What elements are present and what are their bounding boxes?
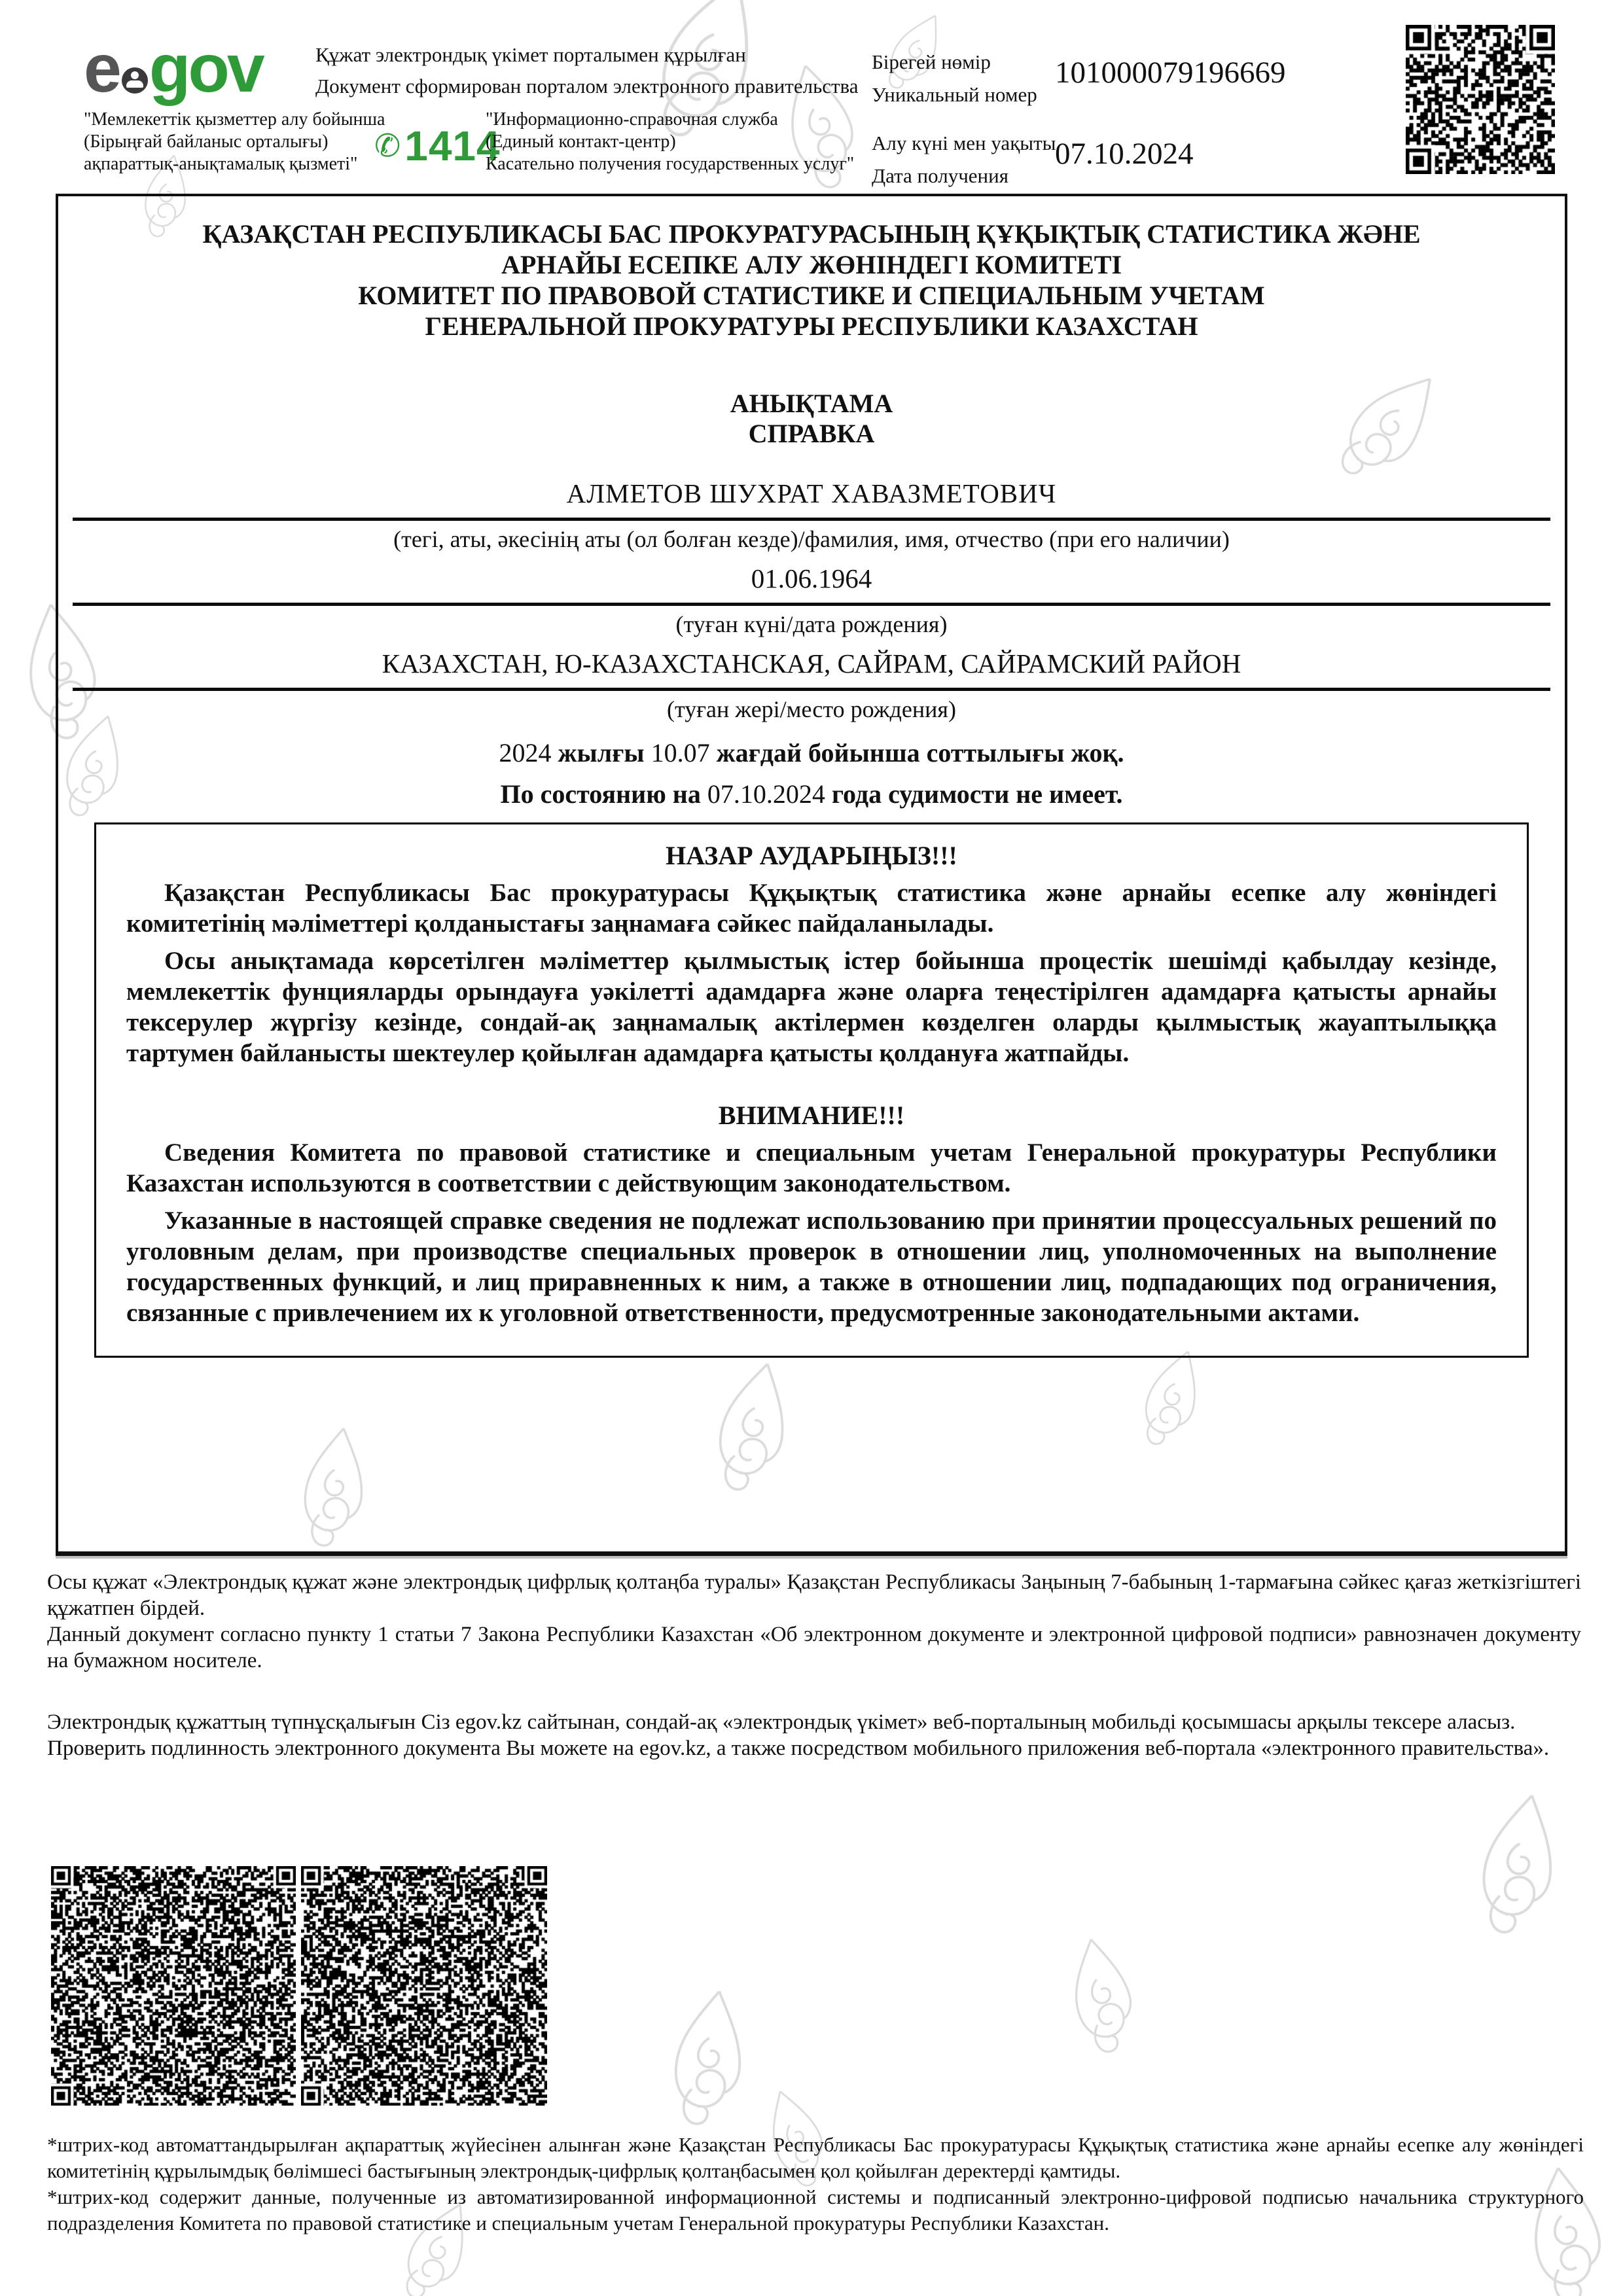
hotline-1414 — [374, 122, 501, 170]
certificate-box — [56, 194, 1567, 1556]
underline-rule — [73, 688, 1550, 691]
barcode-notes — [47, 2132, 1584, 2236]
receive-date-label-ru: Дата получения — [872, 164, 1008, 187]
authority-title-line: ҚАЗАҚСТАН РЕСПУБЛИКАСЫ БАС ПРОКУРАТУРАСЫНЫҢ ҚҰҚЫҚТЫҚ СТАТИСТИКА ЖӘНЕ — [202, 219, 1421, 249]
document-heading-kz: АНЫҚТАМА — [730, 389, 893, 418]
barcode-note-kz: *штрих-код автоматтандырылған ақпараттық жүйесінен алынған және Қазақстан Республикасы Бас прокуратурасы Құқықтық статистика және арнайы есепке алу жөніндегі комитетінің құрылымдық бөлімшесі бастығының электрондық-цифрлық қолтаңбасымен қол қойылған деректерді қамтиды. — [47, 2133, 1584, 2182]
unique-number-value: 101000079196669 — [1055, 56, 1286, 90]
legal-paragraph-ru: Данный документ согласно пункту 1 статьи 7 Закона Республики Казахстан «Об электронном документе и электронной цифровой подписи» равнозначен документу на бумажном носителе. — [47, 1623, 1581, 1672]
created-note — [315, 39, 859, 102]
birth-date-value: 01.06.1964 — [751, 563, 872, 593]
legal-paragraph-kz: Осы құжат «Электрондық құжат және электрондық цифрлық қолтаңба туралы» Қазақстан Республикасы Заңының 7-бабының 1-тармағына сәйкес қағаз жеткізгіштегі құжатпен бірдей. — [47, 1570, 1581, 1620]
underline-rule — [73, 603, 1550, 606]
unique-number-labels — [872, 46, 1037, 111]
receive-date-label-kz: Алу күні мен уақыты — [872, 132, 1056, 154]
attention-title-ru: ВНИМАНИЕ!!! — [718, 1101, 905, 1130]
unique-number-label-kz: Бірегей нөмір — [872, 50, 991, 73]
status-kz-text: жағдай бойынша соттылығы жоқ. — [716, 738, 1124, 768]
contact-ru-line: "Информационно-справочная служба — [486, 109, 778, 130]
barcode-signature-right — [301, 1866, 547, 2106]
barcode-note-ru: *штрих-код содержит данные, полученные из автоматизированной информационной системы и подписанный электронно-цифровой подписью начальника структурного подразделения Комитета по правовой статистике и специальным учетам Генеральной прокуратуры Республики Казахстан. — [47, 2185, 1584, 2234]
status-kz-year: 2024 — [499, 738, 552, 768]
qr-code-header — [1406, 25, 1555, 174]
status-kz-text: жылғы — [558, 738, 645, 768]
contact-kz-line: ақпараттық-анықтамалық қызметі" — [84, 154, 358, 174]
birth-place-label: (туған жері/место рождения) — [667, 696, 956, 722]
person-icon — [122, 67, 148, 94]
status-kz-date: 10.07 — [651, 738, 710, 768]
receive-date-labels — [872, 127, 1056, 192]
phone-icon: ✆ — [374, 128, 401, 164]
verify-paragraph-kz: Электрондық құжаттың түпнұсқалығын Сіз egov.kz сайтынан, сондай-ақ «электрондық үкімет» веб-порталының мобильді қосымшасы арқылы тексере аласыз. — [47, 1710, 1516, 1734]
status-statement-ru — [58, 779, 1565, 809]
attention-box — [94, 822, 1529, 1358]
attention-paragraph-kz: Қазақстан Республикасы Бас прокуратурасы Құқықтық статистика және арнайы есепке алу жөніндегі комитетінің мәліметтері қолданыстағы заңнамаға сәйкес пайдаланылады. — [126, 879, 1497, 938]
hotline-number: 1414 — [404, 122, 501, 169]
birth-place-value: КАЗАХСТАН, Ю-КАЗАХСТАНСКАЯ, САЙРАМ, САЙРАМСКИЙ РАЙОН — [382, 648, 1241, 679]
spacer — [47, 1674, 1581, 1709]
authority-title-line: КОМИТЕТ ПО ПРАВОВОЙ СТАТИСТИКЕ И СПЕЦИАЛЬНЫМ УЧЕТАМ — [358, 281, 1265, 310]
egov-logo-e: e — [84, 31, 119, 107]
attention-paragraph-kz: Осы анықтамада көрсетілген мәліметтер қылмыстық істер бойынша процестік шешімді қабылдау кезінде, мемлекеттік фунцияларды орындауға уәкілетті адамдарға және оларға теңестірілген адамдарға қатысты арнайы тексерулер жүргізу кезінде, сондай-ақ заңнамалық актілермен көзделген оларды қылмыстық жауаптылыққа тартумен байланысты шектеулер қойылған адамдарға қатысты қолдануға жатпайды. — [126, 947, 1497, 1067]
authority-title-line: ГЕНЕРАЛЬНОЙ ПРОКУРАТУРЫ РЕСПУБЛИКИ КАЗАХСТАН — [425, 311, 1198, 341]
contact-kz-line: (Бірыңғай байланыс орталығы) — [84, 132, 329, 152]
egov-logo-gov: gov — [149, 31, 262, 107]
document-heading — [58, 389, 1565, 449]
attention-title-kz: НАЗАР АУДАРЫҢЫЗ!!! — [666, 841, 957, 870]
contact-ru-line: (Единый контакт-центр) — [486, 132, 676, 152]
authority-title-line: АРНАЙЫ ЕСЕПКЕ АЛУ ЖӨНІНДЕГІ КОМИТЕТІ — [501, 250, 1122, 279]
underline-rule — [73, 518, 1550, 521]
document-heading-ru: СПРАВКА — [748, 419, 875, 448]
status-ru-date: 07.10.2024 — [707, 779, 825, 809]
contact-center-kz — [84, 109, 385, 175]
status-ru-text: По состоянию на — [500, 779, 701, 809]
created-note-ru: Документ сформирован порталом электронного правительства — [315, 75, 859, 97]
egov-logo — [84, 30, 262, 108]
issuing-authority-title — [58, 219, 1565, 342]
attention-paragraph-ru: Указанные в настоящей справке сведения не подлежат использованию при принятии процессуальных решений по уголовным делам, при производстве специальных проверок в отношении лиц, уполномоченных на выполнение государственных функций, и лиц приравненных к ним, а также в отношении лиц, подпадающих под ограничения, связанные с привлечением их к уголовной ответственности, предусмотренные законодательными актами. — [126, 1207, 1497, 1327]
legal-footer — [47, 1569, 1581, 1761]
full-name-label: (тегі, аты, әкесінің аты (ол болған кезде)/фамилия, имя, отчество (при его наличии) — [393, 526, 1230, 552]
verify-paragraph-ru: Проверить подлинность электронного документа Вы можете на egov.kz, а также посредством мобильного приложения веб-портала «электронного правительства». — [47, 1737, 1550, 1760]
receive-date-value: 07.10.2024 — [1055, 137, 1194, 171]
status-ru-text: года судимости не имеет. — [831, 779, 1123, 809]
person-full-name: АЛМЕТОВ ШУХРАТ ХАВАЗМЕТОВИЧ — [566, 478, 1057, 508]
birth-date-label: (туған күні/дата рождения) — [675, 611, 948, 637]
created-note-kz: Құжат электрондық үкімет порталымен құрылған — [315, 43, 746, 66]
contact-ru-line: Касательно получения государственных услуг" — [486, 154, 855, 174]
contact-center-ru — [486, 109, 854, 175]
barcode-signature-left — [51, 1866, 296, 2106]
status-statement-kz — [58, 737, 1565, 768]
attention-paragraph-ru: Сведения Комитета по правовой статистике и специальным учетам Генеральной прокуратуры Республики Казахстан используются в соответствии с действующим законодательством. — [126, 1139, 1497, 1197]
contact-kz-line: "Мемлекеттік қызметтер алу бойынша — [84, 109, 385, 130]
unique-number-label-ru: Уникальный номер — [872, 83, 1037, 106]
